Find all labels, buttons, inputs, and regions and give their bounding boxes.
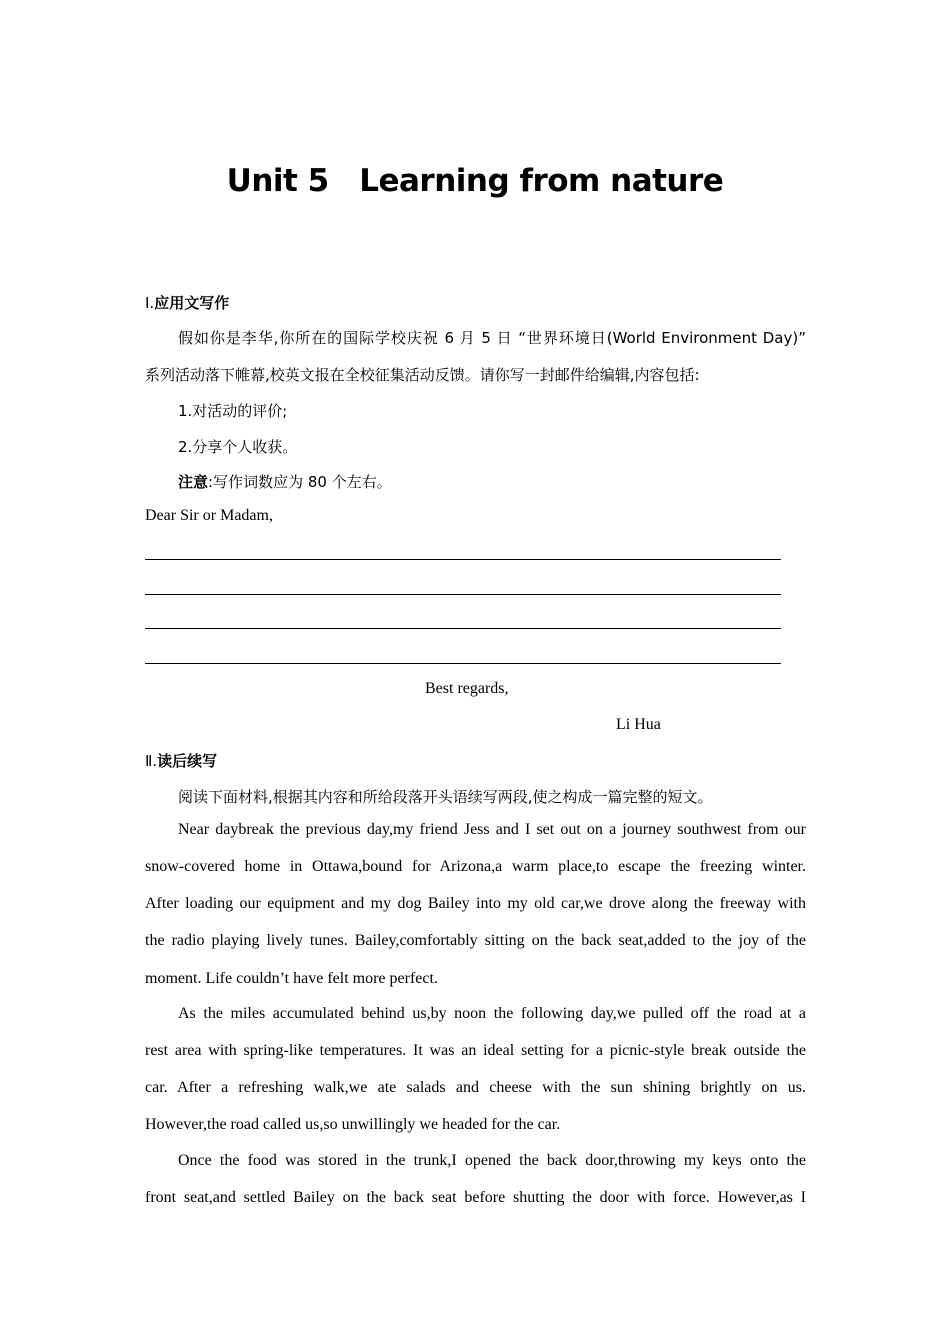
salutation: Dear Sir or Madam, <box>145 507 273 524</box>
paragraph-1-line: moment. Life couldn’t have felt more perfect. <box>145 970 438 987</box>
section-1-heading <box>145 292 229 313</box>
section-2-heading <box>145 750 217 771</box>
writing-line-3 <box>145 628 781 629</box>
paragraph-1-line: the radio playing lively tunes. Bailey,comfortably sitting on the back seat,added to the joy of the <box>145 932 806 949</box>
paragraph-2-line: rest area with spring-like temperatures. It was an ideal setting for a picnic-style break outside the <box>145 1042 806 1059</box>
section-1-title: 应用文写作 <box>154 294 230 312</box>
section-2-title: 读后续写 <box>157 752 218 770</box>
signature: Li Hua <box>616 716 661 733</box>
page-title: Unit 5 Learning from nature <box>226 163 724 199</box>
note-line <box>178 471 806 492</box>
closing: Best regards, <box>425 680 509 697</box>
writing-line-4 <box>145 663 781 664</box>
writing-line-2 <box>145 594 781 595</box>
paragraph-3-line: front seat,and settled Bailey on the back seat before shutting the door with force. However,as I <box>145 1189 806 1206</box>
content-point-1: 1.对活动的评价; <box>178 402 288 420</box>
note-label: 注意 <box>178 473 209 491</box>
paragraph-1-line: After loading our equipment and my dog Bailey into my old car,we drove along the freeway with <box>145 895 806 912</box>
instruction: 阅读下面材料,根据其内容和所给段落开头语续写两段,使之构成一篇完整的短文。 <box>178 788 713 806</box>
section-1-number: Ⅰ. <box>145 294 155 312</box>
paragraph-2-line: car. After a refreshing walk,we ate salads and cheese with the sun shining brightly on us. <box>145 1079 806 1096</box>
prompt-line-1: 假如你是李华,你所在的国际学校庆祝 6 月 5 日 “世界环境日(World Environment Day)” <box>178 329 806 347</box>
paragraph-2-line: As the miles accumulated behind us,by noon the following day,we pulled off the road at a <box>178 1005 806 1022</box>
paragraph-1-line: Near daybreak the previous day,my friend Jess and I set out on a journey southwest from our <box>178 821 806 838</box>
paragraph-1-line: snow-covered home in Ottawa,bound for Arizona,a warm place,to escape the freezing winter. <box>145 858 806 875</box>
content-point-2: 2.分享个人收获。 <box>178 438 298 456</box>
writing-line-1 <box>145 559 781 560</box>
prompt-line-2: 系列活动落下帷幕,校英文报在全校征集活动反馈。请你写一封邮件给编辑,内容包括: <box>145 366 700 384</box>
note-text: :写作词数应为 80 个左右。 <box>208 473 392 491</box>
paragraph-2-line: However,the road called us,so unwillingly we headed for the car. <box>145 1116 561 1133</box>
section-2-number: Ⅱ. <box>145 752 158 770</box>
paragraph-3-line: Once the food was stored in the trunk,I opened the back door,throwing my keys onto the <box>178 1152 806 1169</box>
